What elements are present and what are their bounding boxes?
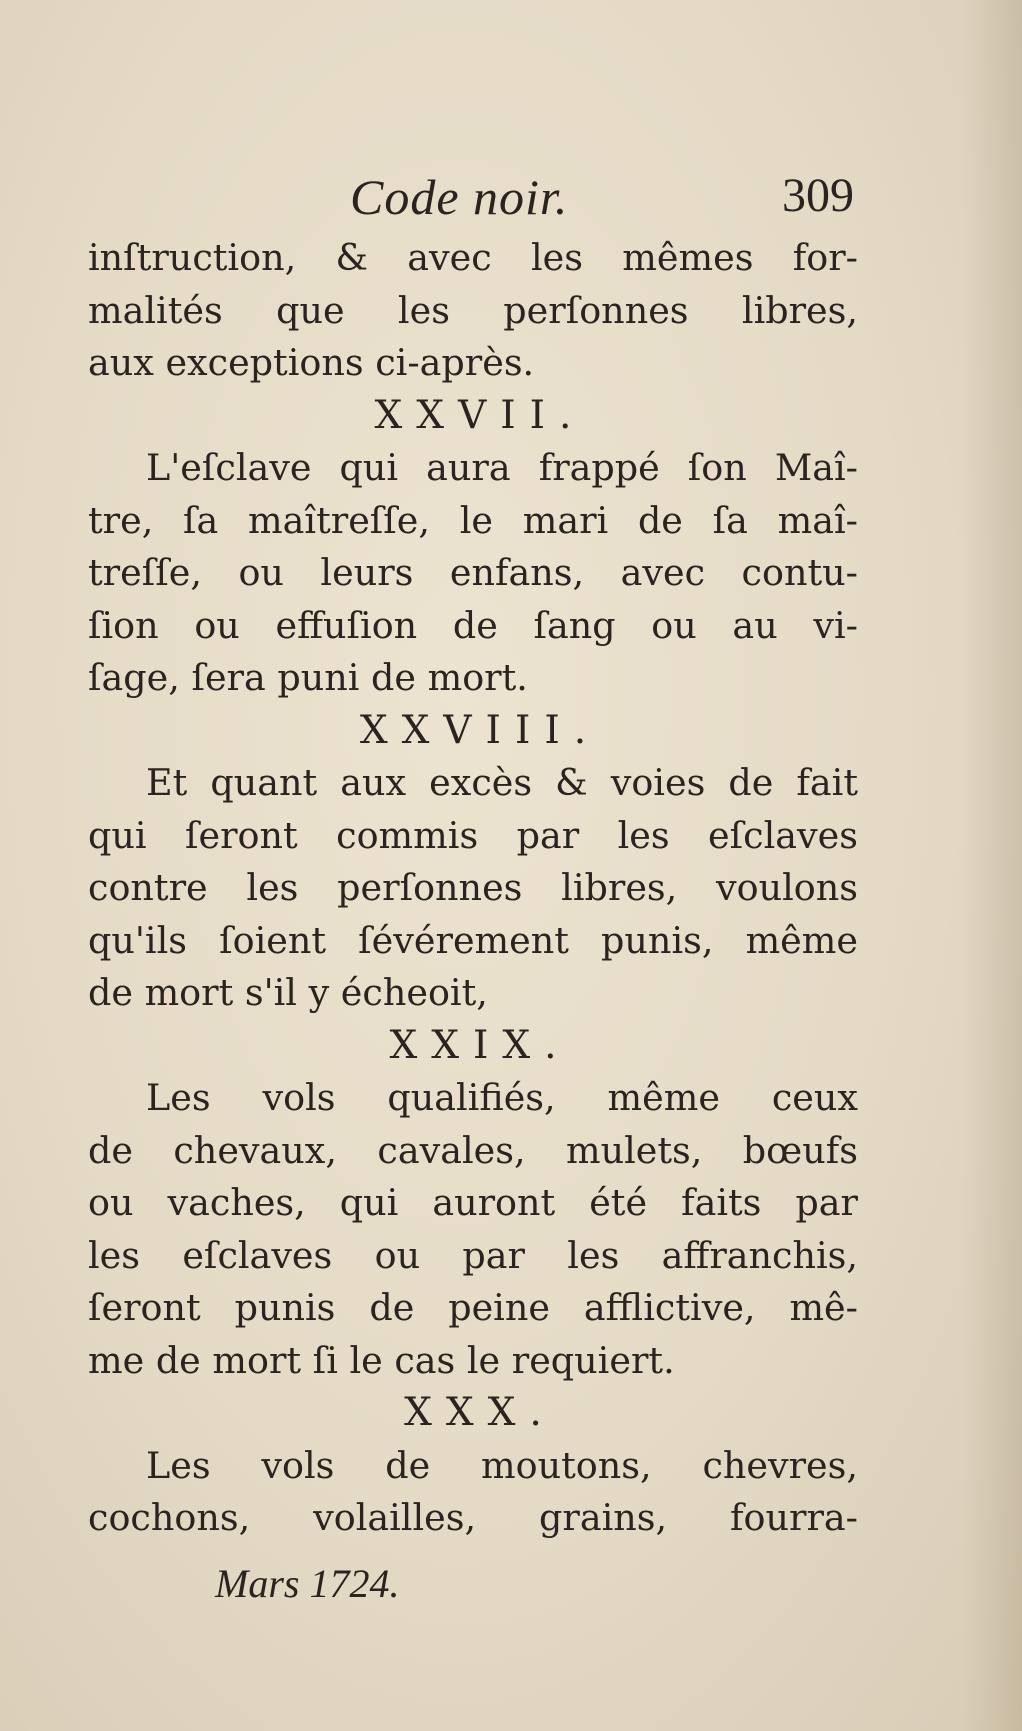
catchline: Mars 1724.: [215, 1561, 400, 1606]
text-line: Les vols de moutons, chevres,: [146, 1443, 858, 1487]
article-heading-29: XXIX.: [389, 1022, 571, 1068]
text-line: L'eſclave qui aura frappé ſon Maî-: [146, 446, 858, 489]
text-line: qu'ils ſoient ſévérement punis, même: [88, 918, 858, 962]
text-line: ſage, ſera puni de mort.: [88, 656, 528, 699]
text-line: aux exceptions ci-après.: [88, 341, 535, 384]
page-body: [88, 232, 858, 1672]
text-line: contre les perſonnes libres, voulons: [88, 866, 858, 909]
text-line: malités que les perſonnes libres,: [88, 288, 858, 332]
article-heading-30: XXX.: [404, 1390, 556, 1435]
text-line: Et quant aux excès & voies de fait: [146, 761, 858, 804]
text-line: cochons, volailles, grains, fourra-: [88, 1496, 858, 1539]
text-line: Les vols qualifiés, même ceux: [146, 1076, 858, 1119]
page-edge-shadow: [962, 0, 1022, 1731]
page-number: 309: [782, 169, 854, 222]
running-title: Code noir.: [350, 169, 569, 225]
text-line: de mort s'il y écheoit,: [88, 971, 488, 1014]
text-line: les eſclaves ou par les affranchis,: [88, 1233, 858, 1277]
article-heading-27: XXVII.: [374, 392, 586, 438]
text-line: qui ſeront commis par les eſclaves: [88, 813, 858, 857]
text-line: de chevaux, cavales, mulets, bœufs: [88, 1128, 858, 1172]
text-line: me de mort ſi le cas le requiert.: [88, 1338, 675, 1382]
text-line: inſtruction, & avec les mêmes for-: [88, 236, 858, 279]
text-line: ſion ou effuſion de ſang ou au vi-: [88, 603, 858, 647]
text-line: tre, ſa maîtreſſe, le mari de ſa maî-: [88, 498, 858, 542]
text-line: ou vaches, qui auront été faits par: [88, 1181, 858, 1224]
article-heading-28: XXVIII.: [359, 707, 601, 753]
page-header: [350, 168, 870, 238]
text-line: ſeront punis de peine afflictive, mê-: [88, 1286, 858, 1329]
text-line: treſſe, ou leurs enfans, avec contu-: [88, 551, 858, 594]
